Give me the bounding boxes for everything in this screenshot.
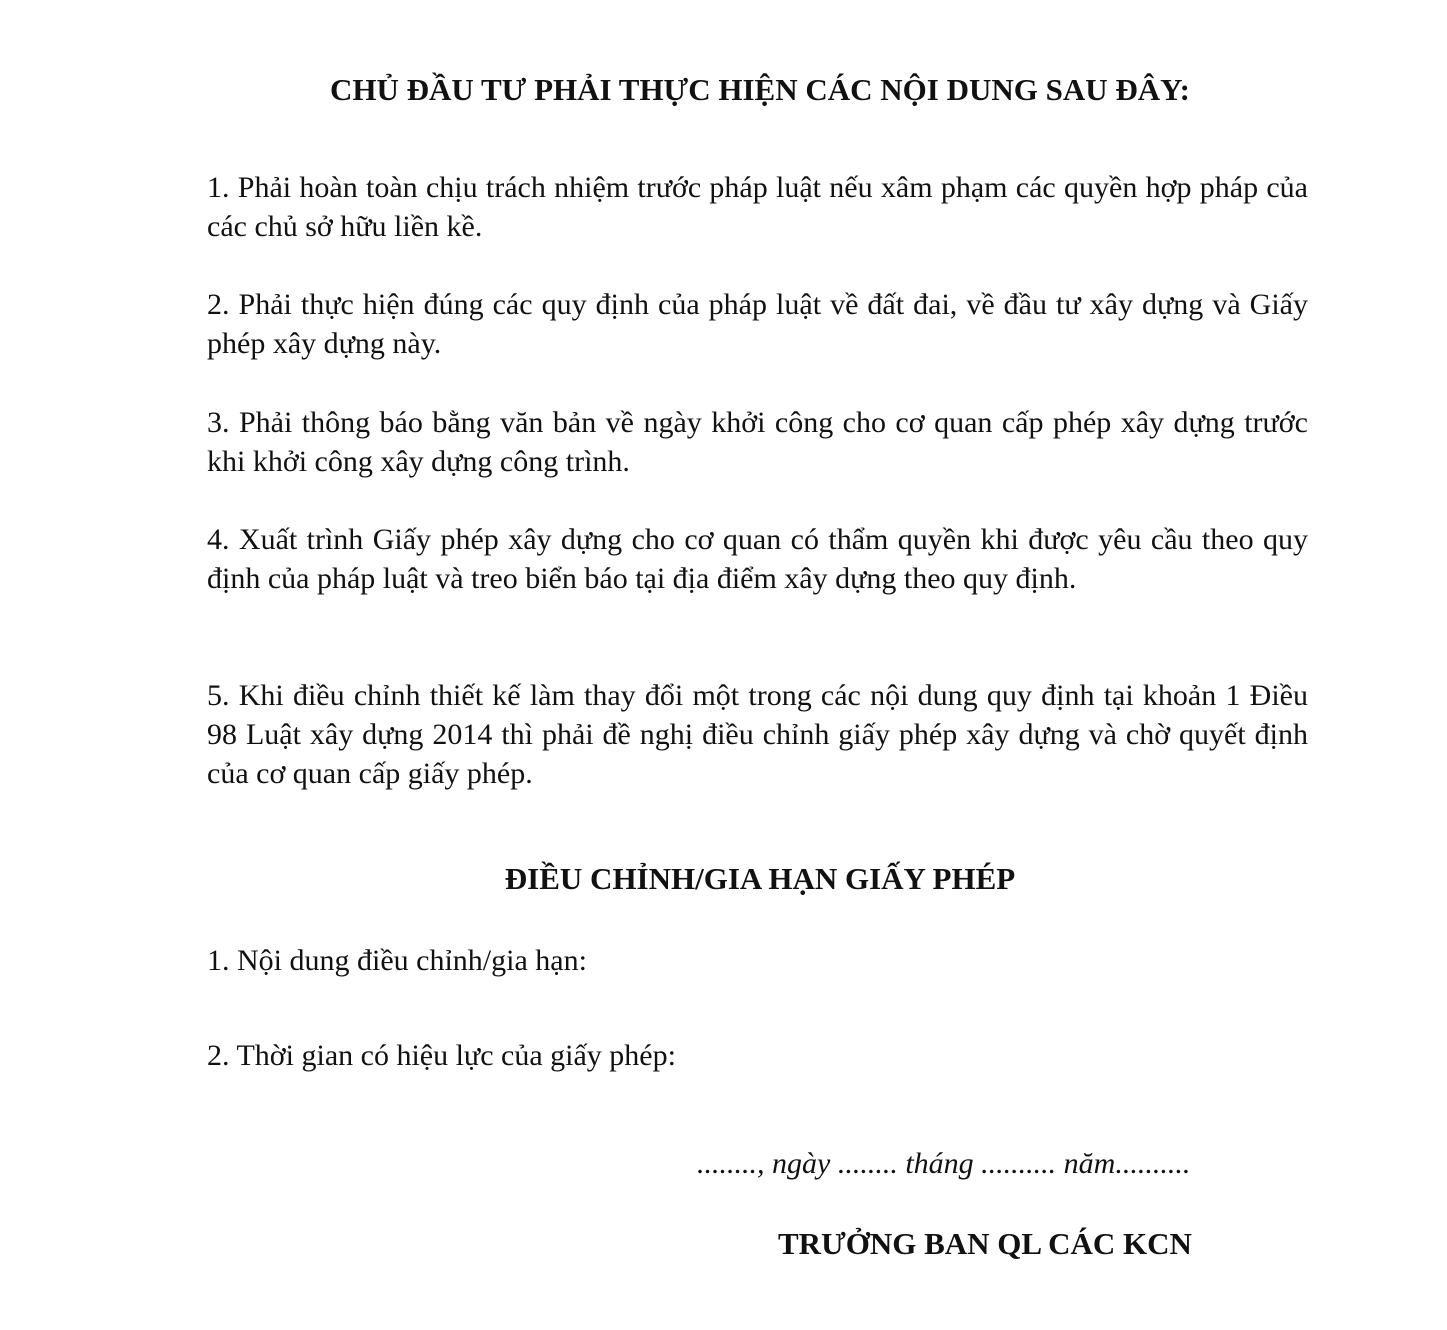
obligation-item-3: 3. Phải thông báo bằng văn bản về ngày khởi công cho cơ quan cấp phép xây dựng trước khi khởi công xây dựng công trình. [207,406,1308,478]
obligations-heading: CHỦ ĐẦU TƯ PHẢI THỰC HIỆN CÁC NỘI DUNG SAU ĐÂY: [329,72,1191,107]
adjustment-validity-item: 2. Thời gian có hiệu lực của giấy phép: [207,1039,676,1072]
signature-date-line: ........, ngày ........ tháng .......... năm.......... [697,1147,1191,1180]
obligation-item-2: 2. Phải thực hiện đúng các quy định của pháp luật về đất đai, về đầu tư xây dựng và Giấy phép xây dựng này. [207,288,1308,360]
obligation-item-1: 1. Phải hoàn toàn chịu trách nhiệm trước pháp luật nếu xâm phạm các quyền hợp pháp của các chủ sở hữu liền kề. [207,171,1308,243]
adjustment-heading: ĐIỀU CHỈNH/GIA HẠN GIẤY PHÉP [504,861,1016,896]
adjustment-content-item: 1. Nội dung điều chỉnh/gia hạn: [207,944,587,977]
obligation-item-5: 5. Khi điều chỉnh thiết kế làm thay đổi một trong các nội dung quy định tại khoản 1 Điều 98 Luật xây dựng 2014 thì phải đề nghị điều chỉnh giấy phép xây dựng và chờ quyết định của cơ quan cấp giấy phép. [207,679,1308,790]
signer-title: TRƯỞNG BAN QL CÁC KCN [778,1226,1192,1261]
obligation-item-4: 4. Xuất trình Giấy phép xây dựng cho cơ quan có thẩm quyền khi được yêu cầu theo quy định của pháp luật và treo biển báo tại địa điểm xây dựng theo quy định. [207,523,1308,595]
